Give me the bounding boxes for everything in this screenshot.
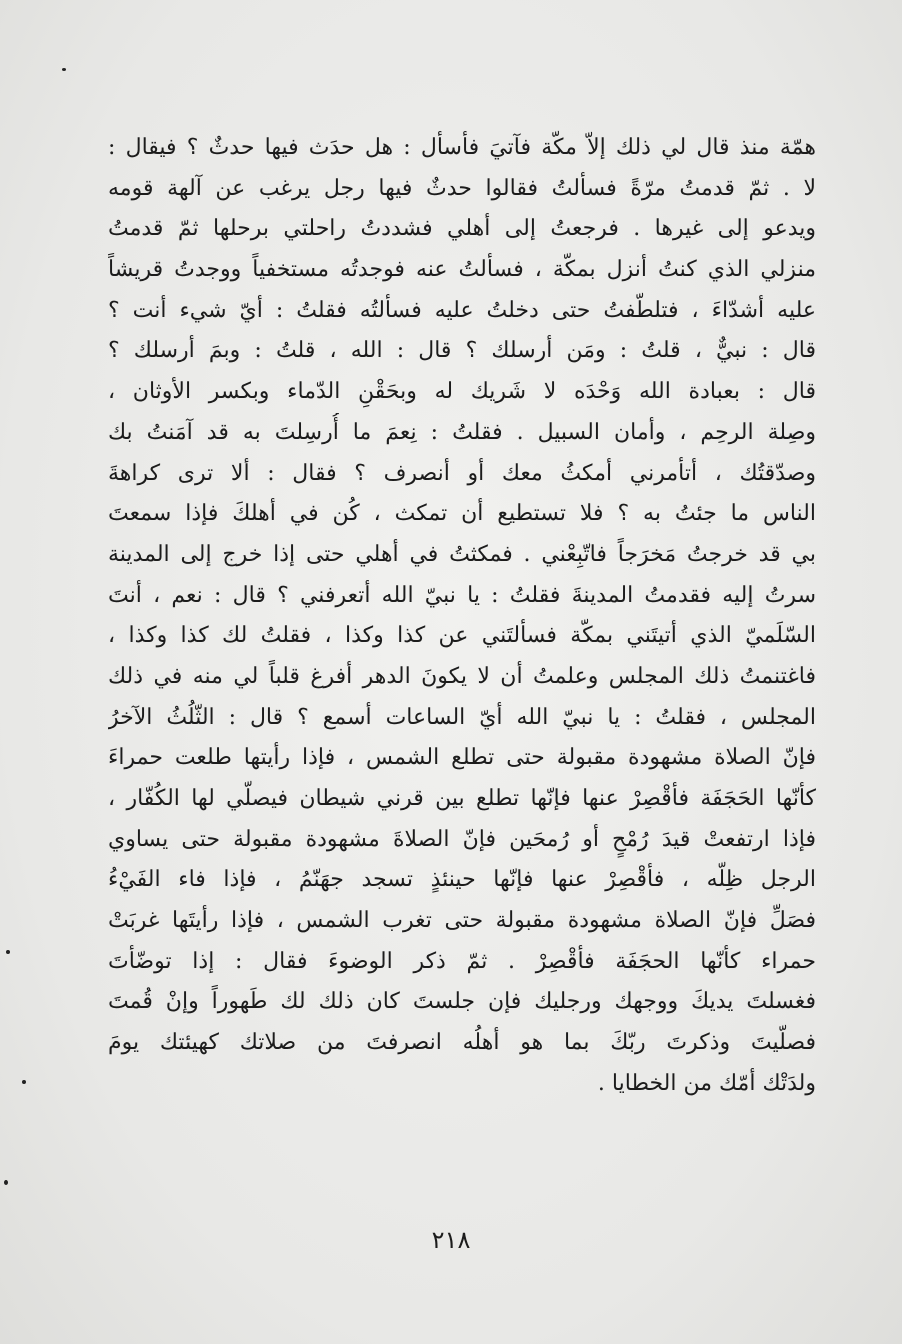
text-line: منزلي الذي كنتُ أنزل بمكّة ، فسألتُ عنه فوجدتُه مستخفياً ووجدتُ قريشاً <box>108 257 816 283</box>
text-line: الرجل ظِلّه ، فأقْصِرْ عنها فإنّها حينئذٍ تسجد جهَنّمُ ، فإذا فاء الفَيْءُ <box>108 867 816 893</box>
text-line: ولدَتْك أمّك من الخطايا . <box>597 1070 816 1096</box>
text-line: حمراء كأنّها الحجَفَة فأقْصِرْ . ثمّ ذكر الوضوءَ فقال : إذا توضّأتَ <box>108 948 816 974</box>
ink-speck <box>22 1080 26 1084</box>
text-line: ويدعو إلى غيرها . فرجعتُ إلى أهلي فشددتُ راحلتي برحلها ثمّ قدمتُ <box>108 216 816 242</box>
text-line: الناس ما جئتُ به ؟ فلا تستطيع أن تمكث ، كُن في أهلكَ فإذا سمعتَ <box>108 501 816 527</box>
page-body-text <box>108 128 816 1105</box>
text-line: فإنّ الصلاة مشهودة مقبولة حتى تطلع الشمس ، فإذا رأيتها طلعت حمراءَ <box>108 745 816 771</box>
text-line: فصلّيتَ وذكرتَ ربّكَ بما هو أهلُه انصرفتَ من صلاتك كهيئتك يومَ <box>108 1030 816 1056</box>
text-line: فغسلتَ يديكَ ووجهك ورجليك فإن جلستَ كان ذلك لك طَهوراً وإنْ قُمتَ <box>108 989 816 1015</box>
text-line: وصِلة الرحِم ، وأمان السبيل . فقلتُ : نِعمَ ما أُرسِلتَ به قد آمَنتُ بك <box>108 419 816 445</box>
text-line: همّة منذ قال لي ذلك إلاّ مكّة فآتيَ فأسأل : هل حدَث فيها حدثٌ ؟ فيقال : <box>108 135 816 160</box>
text-line: وصدّقتُك ، أتأمرني أمكثُ معك أو أنصرف ؟ فقال : ألا ترى كراهةَ <box>108 460 816 486</box>
text-line: سرتُ إليه فقدمتُ المدينةَ فقلتُ : يا نبيّ الله أتعرفني ؟ قال : نعم ، أنتَ <box>108 582 816 608</box>
ink-speck <box>6 950 10 954</box>
text-line: فصَلِّ فإنّ الصلاة مشهودة مقبولة حتى تغرب الشمس ، فإذا رأيتَها غربَتْ <box>108 908 816 934</box>
ink-speck <box>4 1180 8 1185</box>
text-line: فإذا ارتفعتْ قيدَ رُمْحٍ أو رُمحَين فإنّ الصلاةَ مشهودة مقبولة حتى يساوي <box>108 826 816 852</box>
text-line: قال : بعبادة الله وَحْدَه لا شَريك له وبحَقْنِ الدّماء وبكسر الأوثان ، <box>108 379 816 405</box>
text-line: عليه أشدّاءَ ، فتلطّفتُ حتى دخلتُ عليه فسألتُه فقلتُ : أيّ شيء أنت ؟ <box>108 297 816 323</box>
text-line: كأنّها الحَجَفَة فأقْصِرْ عنها فإنّها تطلع بين قرني شيطان فيصلّي لها الكُفّار ، <box>108 786 816 811</box>
text-line: بي قد خرجتُ مَخرَجاً فاتّبِعْني . فمكثتُ في أهلي حتى إذا خرج إلى المدينة <box>108 541 816 567</box>
ink-speck <box>62 68 66 71</box>
text-line: قال : نبيٌّ ، قلتُ : ومَن أرسلك ؟ قال : الله ، قلتُ : وبمَ أرسلك ؟ <box>108 338 816 364</box>
text-line: فاغتنمتُ ذلك المجلس وعلمتُ أن لا يكونَ الدهر أفرغ قلباً لي منه في ذلك <box>108 663 816 689</box>
text-line: المجلس ، فقلتُ : يا نبيّ الله أيّ الساعات أسمع ؟ قال : الثّلُثُ الآخرُ <box>108 704 816 730</box>
page-number: ٢١٨ <box>431 1226 471 1254</box>
text-line: لا . ثمّ قدمتُ مرّةً فسألتُ فقالوا حدثٌ فيها رجل يرغب عن آلهة قومه <box>108 175 816 201</box>
text-line: السّلَميّ الذي أتيتَني بمكّة فسألتَني عن كذا وكذا ، فقلتُ لك كذا وكذا ، <box>108 623 816 649</box>
